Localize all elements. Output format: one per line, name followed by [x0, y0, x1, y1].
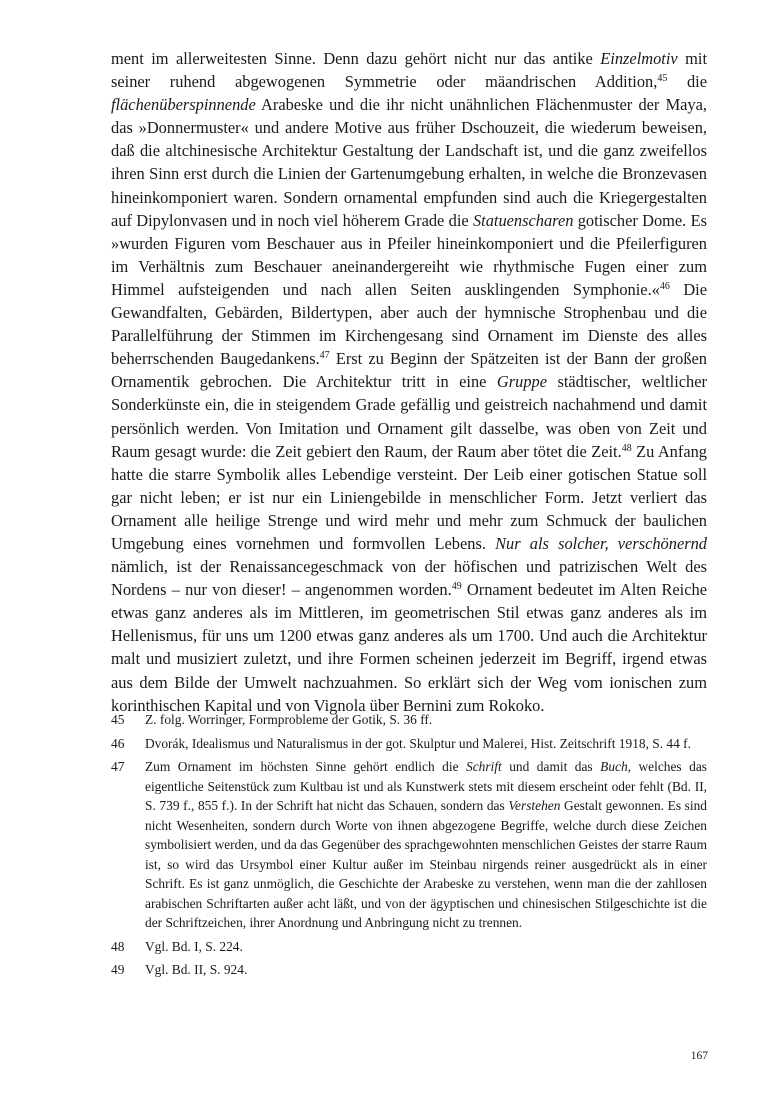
- footnote-number: 48: [111, 938, 125, 954]
- italic-term: Einzelmotiv: [600, 49, 678, 68]
- footnote-ref-48[interactable]: 48: [621, 442, 632, 454]
- footnote-ref-45[interactable]: 45: [657, 73, 668, 85]
- text-run: Zu Anfang hatte die starre Symbolik alles Lebendige versteint. Der Leib einer gotischen Statue soll gar nicht leben; er ist nur ein Liniengebilde in menschlicher Form. Jetzt verliert das Ornament alle heilige Strenge und wird mehr und mehr zum Schmuck der baulichen Umgebung eines vornehmen und formvollen Lebens.: [111, 441, 707, 553]
- italic-term: Gruppe: [496, 372, 547, 392]
- footnote-number: 46: [111, 735, 125, 751]
- text-run: Arabeske und die ihr nicht unähnlichen Flächenmuster der Maya, das »Donnermuster« und andere Motive aus früher Dschouzeit, die wiederum beweisen, daß die altchinesische Architektur Gestaltung der Landschaft ist, und die ganz zweifellos ihren Sinn erst durch die Linien der Gartenumgebung erhalten, in welche die Bronzevasen hineinkomponiert waren. Sondern ornamental empfunden sind auch die Kriegergestalten auf Dipylonvasen und in noch viel höherem Grade die: [111, 95, 707, 230]
- footnote-text: Dvorák, Idealismus und Naturalismus in der got. Skulptur und Malerei, Hist. Zeitschrift 1918, S. 44 f.: [145, 735, 691, 751]
- italic-term: flächenüberspinnende: [111, 95, 256, 115]
- text-run: städtischer, weltlicher Sonderkünste ein, die in steigendem Grade gefällig und geistreich nachahmend und damit persönlich werden. Von Imitation und Ornament gilt dasselbe, was oben von Zeit und Raum gesagt wurde: die Zeit gebiert den Raum, der Raum aber tötet die Zeit.: [111, 372, 707, 461]
- footnote-ref-47[interactable]: 47: [319, 350, 330, 362]
- text-run: und damit das: [501, 759, 601, 774]
- footnote-text: Vgl. Bd. II, S. 924.: [145, 962, 248, 977]
- footnote-number: 49: [111, 962, 125, 977]
- text-run: die: [667, 72, 708, 92]
- footnote-48: [111, 937, 707, 957]
- text-run: Die Gewandfalten, Gebärden, Bildertypen, aber auch der hymnische Strophenbau und die Parallelführung der Stimmen im Kirchengesang sind Ornament im Dienste des alles beherrschenden Baugedankens.: [111, 279, 707, 369]
- text-run: Zum Ornament im höchsten Sinne gehört endlich die: [145, 759, 467, 774]
- footnotes: [111, 710, 707, 984]
- footnote-text: Z. folg. Worringer, Formprobleme der Gotik, S. 36 ff.: [145, 712, 433, 727]
- footnote-46: [111, 734, 707, 754]
- italic-term: Verstehen: [508, 798, 561, 813]
- footnote-text: [145, 757, 707, 933]
- page-number: 167: [690, 1050, 708, 1062]
- text-run: Erst zu Beginn der Spätzeiten ist der Bann der großen Ornamentik gebrochen. Die Architektur tritt in eine: [111, 349, 707, 392]
- footnote-47: [111, 757, 707, 933]
- footnote-number: 47: [111, 759, 125, 774]
- text-run: mit seiner ruhend abgewogenen Symmetrie oder mäandrischen Addition,: [111, 49, 707, 92]
- text-run: welches das eigentliche Seitenstück zum Kultbau ist und als Kunstwerk stets mit diesem erscheint oder fehlt (Bd. II, S. 739 f., 855 f.). In der Schrift hat nicht das Schauen, sondern das: [145, 759, 707, 813]
- italic-term: Buch,: [600, 759, 632, 774]
- footnote-number: 45: [111, 712, 125, 727]
- footnote-ref-46[interactable]: 46: [659, 280, 670, 292]
- footnote-ref-49[interactable]: 49: [451, 581, 462, 593]
- footnote-49: [111, 960, 707, 980]
- italic-term: Schrift: [466, 759, 502, 774]
- text-run: Ornament bedeutet im Alten Reiche etwas ganz anderes als im Mittleren, im geometrischen Stil etwas ganz anderes als im Hellenismus, für uns um 1200 etwas ganz anderes als um 1700. Und auch die Architektur malt und musiziert zuletzt, und ihre Formen scheinen jederzeit im Begriff, irgend etwas aus dem Bilde der Umwelt nachzuahmen. So erklärt sich der Weg vom ionischen zum korinthischen Kapital und von Vignola über Bernini zum Rokoko.: [111, 580, 707, 715]
- italic-term: Statuenscharen: [472, 210, 574, 230]
- footnote-45: [111, 710, 707, 730]
- text-run: Gestalt gewonnen. Es sind nicht Wesenheiten, sondern durch Worte von ihnen abgezogene Begriffe, welche durch diese Zeichen symbolisiert werden, und da das Gegenüber des sprachgewohnten menschlichen Geistes der starre Raum ist, so wird das Ursymbol einer Kultur außer im Steinbau nirgends reiner ausgedrückt als in einer Schrift. Es ist ganz unmöglich, die Geschichte der Arabeske zu verstehen, wenn man die der zahllosen arabischen Schriftarten außer acht läßt, und von der ägyptischen und chinesischen Stilgeschichte ist die der Schriftzeichen, ihrer Anordnung und Anbringung nicht zu trennen.: [145, 798, 707, 930]
- footnote-text: Vgl. Bd. I, S. 224.: [145, 938, 243, 954]
- text-run: gotischer Dome. Es »wurden Figuren vom Beschauer aus in Pfeiler hineinkomponiert und die Pfeilerfiguren im Verhältnis zum Beschauer aneinandergereiht wie rhythmische Fugen einer zum Himmel aufsteigenden und nach allen Seiten ausklingenden Symphonie.«: [111, 210, 707, 299]
- text-run: nämlich, ist der Renaissancegeschmack von der höfischen und patrizischen Welt des Nordens – nur von dieser! – angenommen worden.: [111, 557, 707, 600]
- main-paragraph: [111, 47, 707, 717]
- text-run: ment im allerweitesten Sinne. Denn dazu gehört nicht nur das antike: [111, 49, 601, 68]
- italic-term: Nur als solcher, verschönernd: [495, 533, 707, 553]
